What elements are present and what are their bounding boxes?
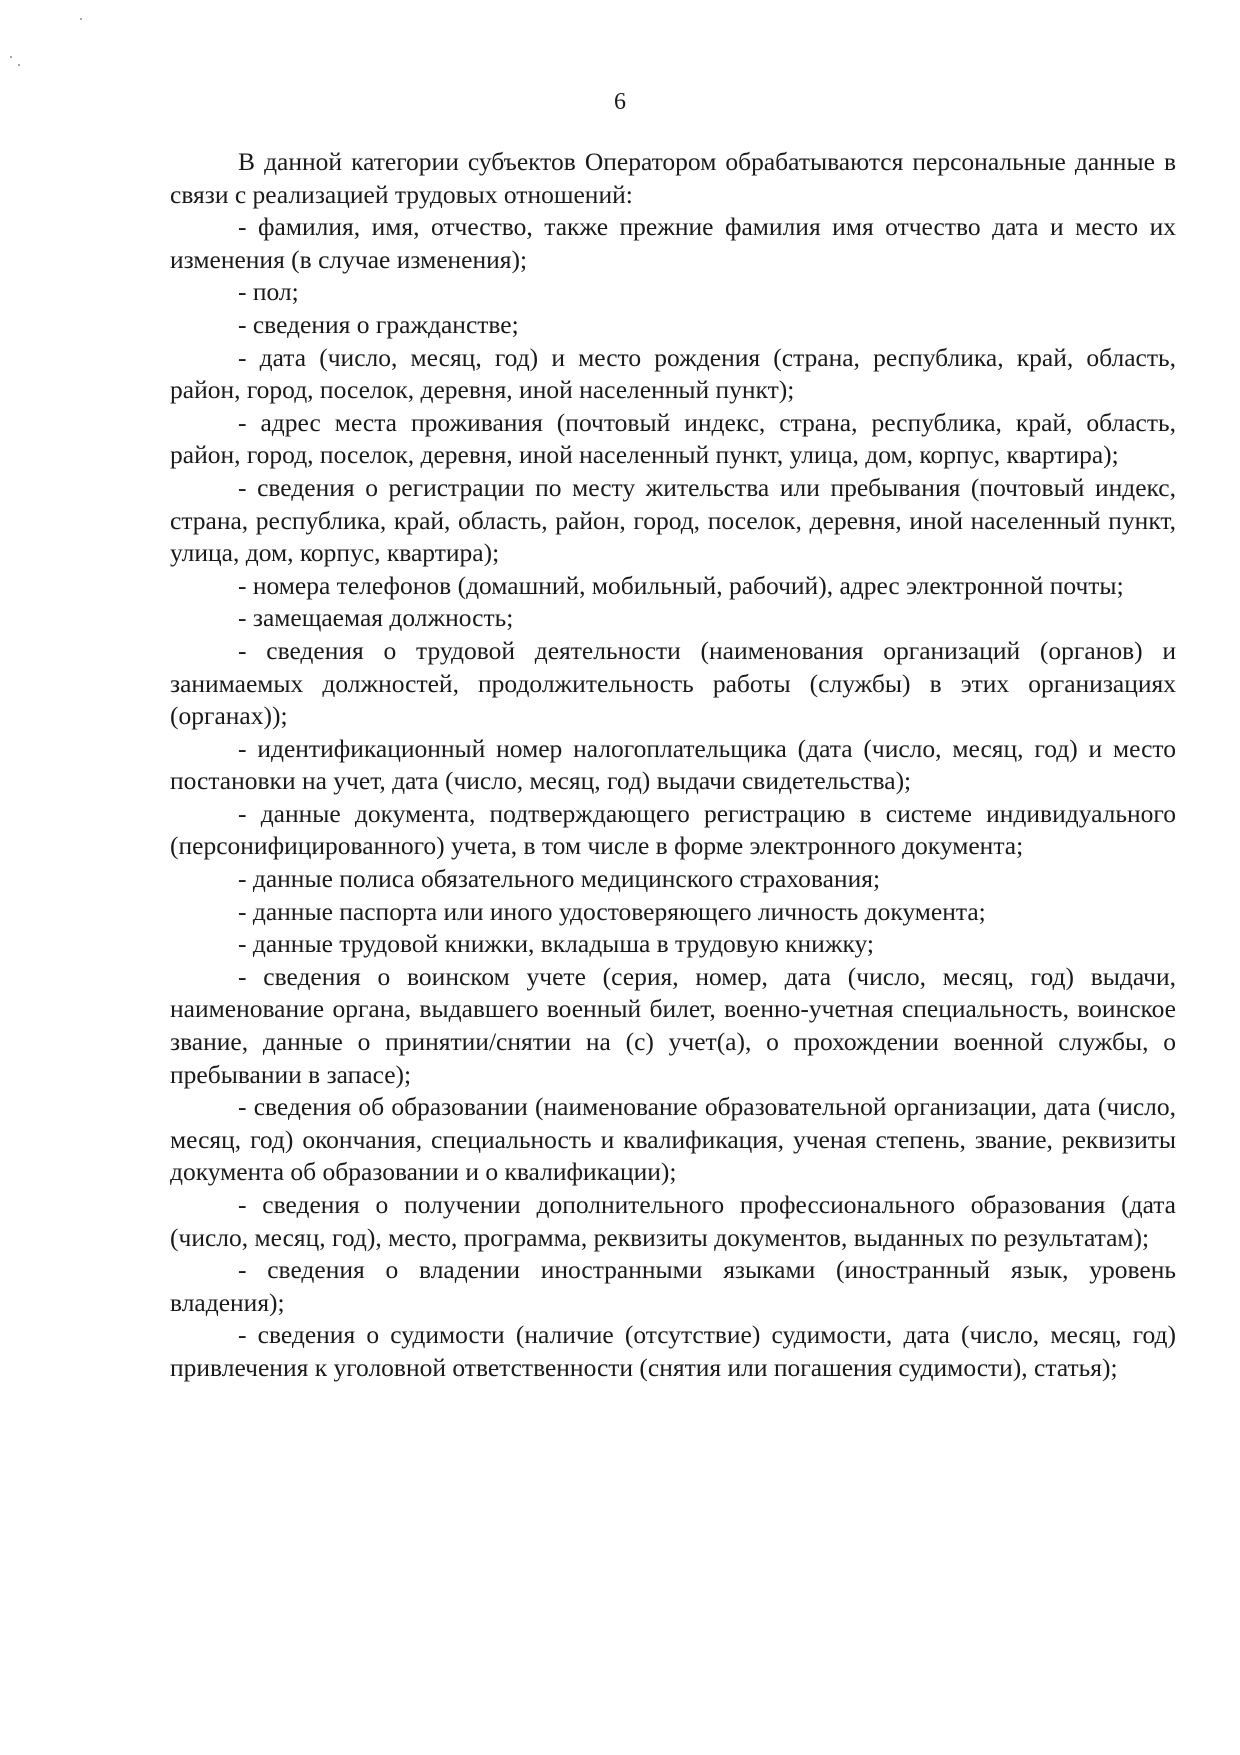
list-item-additional-education: - сведения о получении дополнительного профессионального образования (дата (число, месяц, год), место, программа, реквизиты документов, выданных по результатам); (170, 1190, 1176, 1252)
page-number: 6 (614, 89, 626, 115)
scan-speck (10, 56, 12, 58)
scan-speck (18, 64, 20, 66)
list-item-phones-email: - номера телефонов (домашний, мобильный, рабочий), адрес электронной почты; (238, 570, 1124, 600)
list-item-sex: - пол; (238, 277, 299, 307)
list-item-citizenship: - сведения о гражданстве; (238, 309, 519, 339)
list-item-taxpayer-id: - идентификационный номер налогоплательщика (дата (число, месяц, год) и место постановки на учет, дата (число, месяц, год) выдачи свидетельства); (170, 733, 1176, 796)
list-item-full-name: - фамилия, имя, отчество, также прежние фамилия имя отчество дата и место их изменения (в случае изменения); (170, 212, 1176, 274)
scan-speck (80, 18, 82, 20)
intro-paragraph: В данной категории субъектов Оператором обрабатываются персональные данные в связи с реализацией трудовых отношений: (170, 147, 1176, 209)
list-item-employment-book: - данные трудовой книжки, вкладыша в трудовую книжку; (238, 929, 874, 959)
list-item-work-history: - сведения о трудовой деятельности (наименования организаций (органов) и занимаемых должностей, продолжительность работы (службы) в этих организациях (органах)); (170, 635, 1176, 731)
list-item-birth: - дата (число, месяц, год) и место рождения (страна, республика, край, область, район, город, поселок, деревня, иной населенный пункт); (170, 342, 1176, 405)
list-item-military-record: - сведения о воинском учете (серия, номер, дата (число, месяц, год) выдачи, наименование органа, выдавшего военный билет, военно-учетная специальность, воинское звание, данные о принятии/снятии на (с) учет(а), о прохождении военной службы, о пребывании в запасе); (170, 961, 1176, 1089)
list-item-medical-insurance: - данные полиса обязательного медицинского страхования; (238, 864, 881, 894)
list-item-pension-registration: - данные документа, подтверждающего регистрацию в системе индивидуального (персонифицированного) учета, в том числе в форме электронного документа; (170, 798, 1176, 861)
list-item-registration: - сведения о регистрации по месту жительства или пребывания (почтовый индекс, страна, республика, край, область, район, город, поселок, деревня, иной населенный пункт, улица, дом, корпус, квартира); (170, 472, 1176, 568)
list-item-residence-address: - адрес места проживания (почтовый индекс, страна, республика, край, область, район, город, поселок, деревня, иной населенный пункт, улица, дом, корпус, квартира); (170, 407, 1176, 470)
list-item-position: - замещаемая должность; (238, 603, 514, 633)
document-body (170, 146, 1176, 1385)
list-item-criminal-record: - сведения о судимости (наличие (отсутствие) судимости, дата (число, месяц, год) привлечения к уголовной ответственности (снятия или погашения судимости), статья); (170, 1320, 1176, 1382)
list-item-education: - сведения об образовании (наименование образовательной организации, дата (число, месяц, год) окончания, специальность и квалификация, ученая степень, звание, реквизиты документа об образовании и о квалификации); (170, 1092, 1176, 1187)
list-item-passport: - данные паспорта или иного удостоверяющего личность документа; (238, 896, 986, 926)
list-item-foreign-languages: - сведения о владении иностранными языками (иностранный язык, уровень владения); (170, 1255, 1176, 1317)
